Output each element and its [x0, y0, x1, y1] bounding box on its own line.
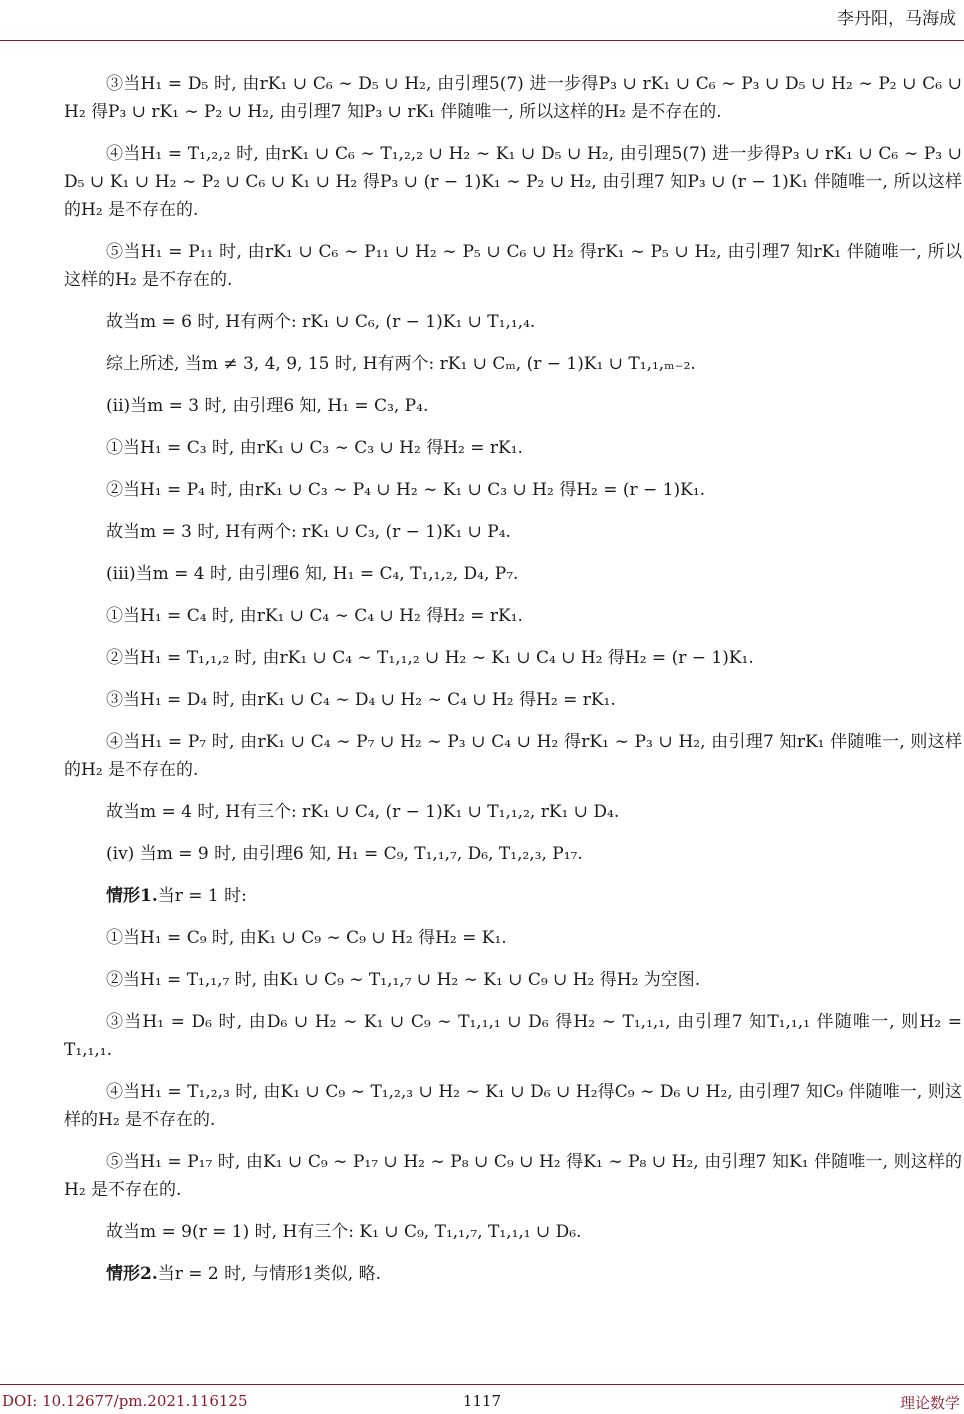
footer-divider [0, 1384, 964, 1385]
case-label: 情形2. [106, 1264, 158, 1284]
paragraph: ①当H₁ = C₉ 时, 由K₁ ∪ C₉ ∼ C₉ ∪ H₂ 得H₂ = K₁. [106, 928, 507, 948]
case-label: 情形1. [106, 886, 158, 906]
header-divider [0, 40, 964, 41]
paragraph: ③当H₁ = D₄ 时, 由rK₁ ∪ C₄ ∼ D₄ ∪ H₂ ∼ C₄ ∪ H₂ 得H₂ = rK₁. [106, 690, 616, 710]
page-header [0, 0, 964, 40]
paragraph: ④当H₁ = T₁,₂,₂ 时, 由rK₁ ∪ C₆ ∼ T₁,₂,₂ ∪ H₂ ∼ K₁ ∪ D₅ ∪ H₂, 由引理5(7) 进一步得P₃ ∪ rK₁ ∪ C₆ ∼ P₃ ∪ D₅ ∪ K₁ ∪ H₂ ∼ P₂ ∪ C₆ ∪ K₁ ∪ H₂ 得P₃ ∪ (r − 1)K₁ ∼ P₂ ∪ H₂, 由引理7 知P₃ ∪ (r − 1)K₁ 伴随唯一, 所以这样的H₂ 是不存在的. [64, 144, 962, 220]
case-heading [64, 1260, 962, 1288]
paragraph: (iii)当m = 4 时, 由引理6 知, H₁ = C₄, T₁,₁,₂, D₄, P₇. [106, 564, 519, 584]
paragraph: ②当H₁ = T₁,₁,₂ 时, 由rK₁ ∪ C₄ ∼ T₁,₁,₂ ∪ H₂ ∼ K₁ ∪ C₄ ∪ H₂ 得H₂ = (r − 1)K₁. [106, 648, 754, 668]
paragraph: ④当H₁ = P₇ 时, 由rK₁ ∪ C₄ ∼ P₇ ∪ H₂ ∼ P₃ ∪ C₄ ∪ H₂ 得rK₁ ∼ P₃ ∪ H₂, 由引理7 知rK₁ 伴随唯一, 则这样的H₂ 是不存在的. [64, 732, 962, 780]
page-footer [0, 1392, 964, 1414]
journal-name: 理论数学 [899, 1394, 960, 1412]
header-authors: 李丹阳，马海成 [837, 9, 956, 29]
paragraph: 综上所述, 当m ≠ 3, 4, 9, 15 时, H有两个: rK₁ ∪ Cₘ, (r − 1)K₁ ∪ T₁,₁,ₘ₋₂. [106, 354, 696, 374]
paragraph: ⑤当H₁ = P₁₁ 时, 由rK₁ ∪ C₆ ∼ P₁₁ ∪ H₂ ∼ P₅ ∪ C₆ ∪ H₂ 得rK₁ ∼ P₅ ∪ H₂, 由引理7 知rK₁ 伴随唯一, 所以这样的H₂ 是不存在的. [64, 242, 962, 290]
paragraph: 故当m = 6 时, H有两个: rK₁ ∪ C₆, (r − 1)K₁ ∪ T₁,₁,₄. [106, 312, 536, 332]
paragraph: (iv) 当m = 9 时, 由引理6 知, H₁ = C₉, T₁,₁,₇, D₆, T₁,₂,₃, P₁₇. [106, 844, 583, 864]
paragraph: ①当H₁ = C₃ 时, 由rK₁ ∪ C₃ ∼ C₃ ∪ H₂ 得H₂ = rK₁. [106, 438, 523, 458]
case-heading [64, 882, 962, 910]
page-body [64, 70, 962, 1302]
paragraph: ④当H₁ = T₁,₂,₃ 时, 由K₁ ∪ C₉ ∼ T₁,₂,₃ ∪ H₂ ∼ K₁ ∪ D₆ ∪ H₂得C₉ ∼ D₆ ∪ H₂, 由引理7 知C₉ 伴随唯一, 则这样的H₂ 是不存在的. [64, 1082, 962, 1130]
case-text: 当r = 2 时, 与情形1类似, 略. [157, 1264, 381, 1284]
paragraph: 故当m = 4 时, H有三个: rK₁ ∪ C₄, (r − 1)K₁ ∪ T₁,₁,₂, rK₁ ∪ D₄. [106, 802, 620, 822]
case-text: 当r = 1 时: [157, 886, 247, 906]
paragraph: ②当H₁ = P₄ 时, 由rK₁ ∪ C₃ ∼ P₄ ∪ H₂ ∼ K₁ ∪ C₃ ∪ H₂ 得H₂ = (r − 1)K₁. [106, 480, 706, 500]
paragraph: ③当H₁ = D₅ 时, 由rK₁ ∪ C₆ ∼ D₅ ∪ H₂, 由引理5(7) 进一步得P₃ ∪ rK₁ ∪ C₆ ∼ P₃ ∪ D₅ ∪ H₂ ∼ P₂ ∪ C₆ ∪ H₂ 得P₃ ∪ rK₁ ∼ P₂ ∪ H₂, 由引理7 知P₃ ∪ rK₁ 伴随唯一, 所以这样的H₂ 是不存在的. [64, 74, 962, 122]
paragraph: ①当H₁ = C₄ 时, 由rK₁ ∪ C₄ ∼ C₄ ∪ H₂ 得H₂ = rK₁. [106, 606, 523, 626]
paragraph: (ii)当m = 3 时, 由引理6 知, H₁ = C₃, P₄. [106, 396, 429, 416]
paragraph: 故当m = 3 时, H有两个: rK₁ ∪ C₃, (r − 1)K₁ ∪ P₄. [106, 522, 511, 542]
paragraph: ③当H₁ = D₆ 时, 由D₆ ∪ H₂ ∼ K₁ ∪ C₉ ∼ T₁,₁,₁ ∪ D₆ 得H₂ ∼ T₁,₁,₁, 由引理7 知T₁,₁,₁ 伴随唯一, 则H₂ = T₁,₁,₁. [64, 1012, 962, 1060]
paragraph: ⑤当H₁ = P₁₇ 时, 由K₁ ∪ C₉ ∼ P₁₇ ∪ H₂ ∼ P₈ ∪ C₉ ∪ H₂ 得K₁ ∼ P₈ ∪ H₂, 由引理7 知K₁ 伴随唯一, 则这样的H₂ 是不存在的. [64, 1152, 962, 1200]
paragraph: ②当H₁ = T₁,₁,₇ 时, 由K₁ ∪ C₉ ∼ T₁,₁,₇ ∪ H₂ ∼ K₁ ∪ C₉ ∪ H₂ 得H₂ 为空图. [106, 970, 701, 990]
paragraph: 故当m = 9(r = 1) 时, H有三个: K₁ ∪ C₉, T₁,₁,₇, T₁,₁,₁ ∪ D₆. [106, 1222, 582, 1242]
doi-link[interactable]: DOI: 10.12677/pm.2021.116125 [2, 1392, 248, 1410]
page-number: 1117 [462, 1392, 502, 1410]
